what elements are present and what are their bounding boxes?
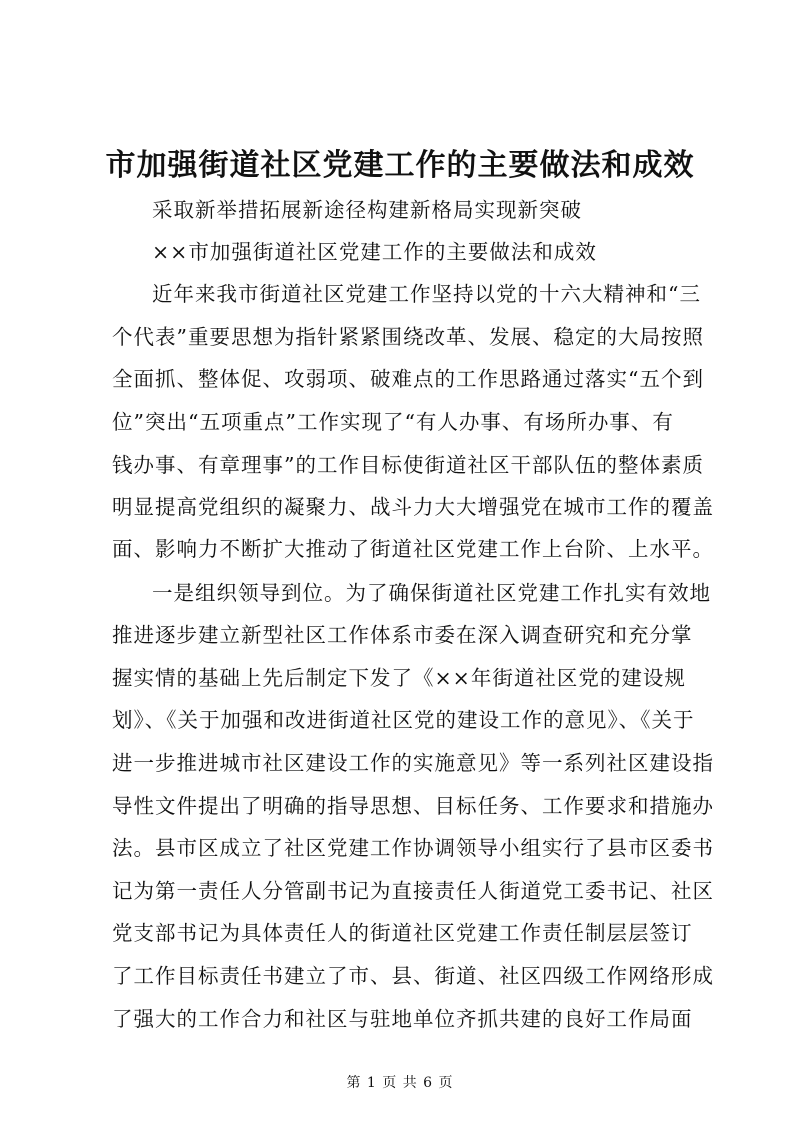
paragraph-line: 进一步推进城市社区建设工作的实施意见》等一系列社区建设指 — [112, 751, 714, 775]
paragraph-line: 党支部书记为具体责任人的街道社区党建工作责任制层层签订 — [112, 921, 693, 945]
paragraph-line: 明显提高党组织的凝聚力、战斗力大大增强党在城市工作的覆盖 — [112, 495, 714, 519]
document-title: 市加强街道社区党建工作的主要做法和成效 — [105, 148, 695, 183]
paragraph-line: 划》、《关于加强和改进街道社区党的建设工作的意见》、《关于 — [112, 708, 695, 732]
paragraph-line: 近年来我市街道社区党建工作坚持以党的十六大精神和“三 — [152, 282, 701, 306]
paragraph-line: 全面抓、整体促、攻弱项、破难点的工作思路通过落实“五个到 — [112, 367, 704, 391]
paragraph-line: 个代表”重要思想为指针紧紧围绕改革、发展、稳定的大局按照 — [112, 325, 704, 349]
paragraph-line: 记为第一责任人分管副书记为直接责任人街道党工委书记、社区 — [112, 879, 714, 903]
paragraph-line: 一是组织领导到位。为了确保街道社区党建工作扎实有效地 — [152, 581, 711, 605]
paragraph-line: 了强大的工作合力和社区与驻地单位齐抓共建的良好工作局面 — [112, 1007, 693, 1031]
paragraph-line: 法。县市区成立了社区党建工作协调领导小组实行了县市区委书 — [112, 836, 714, 860]
subtitle-line: 采取新举措拓展新途径构建新格局实现新突破 — [152, 198, 582, 222]
paragraph-line: 位”突出“五项重点”工作实现了“有人办事、有场所办事、有 — [112, 410, 674, 434]
paragraph-line: 导性文件提出了明确的指导思想、目标任务、工作要求和措施办 — [112, 794, 714, 818]
page-number: 第 1 页 共 6 页 — [346, 1075, 454, 1091]
paragraph-line: 握实情的基础上先后制定下发了《××年街道社区党的建设规 — [112, 666, 686, 690]
paragraph-line: 钱办事、有章理事”的工作目标使街道社区干部队伍的整体素质 — [112, 453, 704, 477]
paragraph-line: 面、影响力不断扩大推动了街道社区党建工作上台阶、上水平。 — [112, 537, 714, 561]
paragraph-line: 了工作目标责任书建立了市、县、街道、社区四级工作网络形成 — [112, 964, 714, 988]
paragraph-line: 推进逐步建立新型社区工作体系市委在深入调查研究和充分掌 — [112, 623, 693, 647]
subtitle-line: ××市加强街道社区党建工作的主要做法和成效 — [152, 240, 597, 264]
